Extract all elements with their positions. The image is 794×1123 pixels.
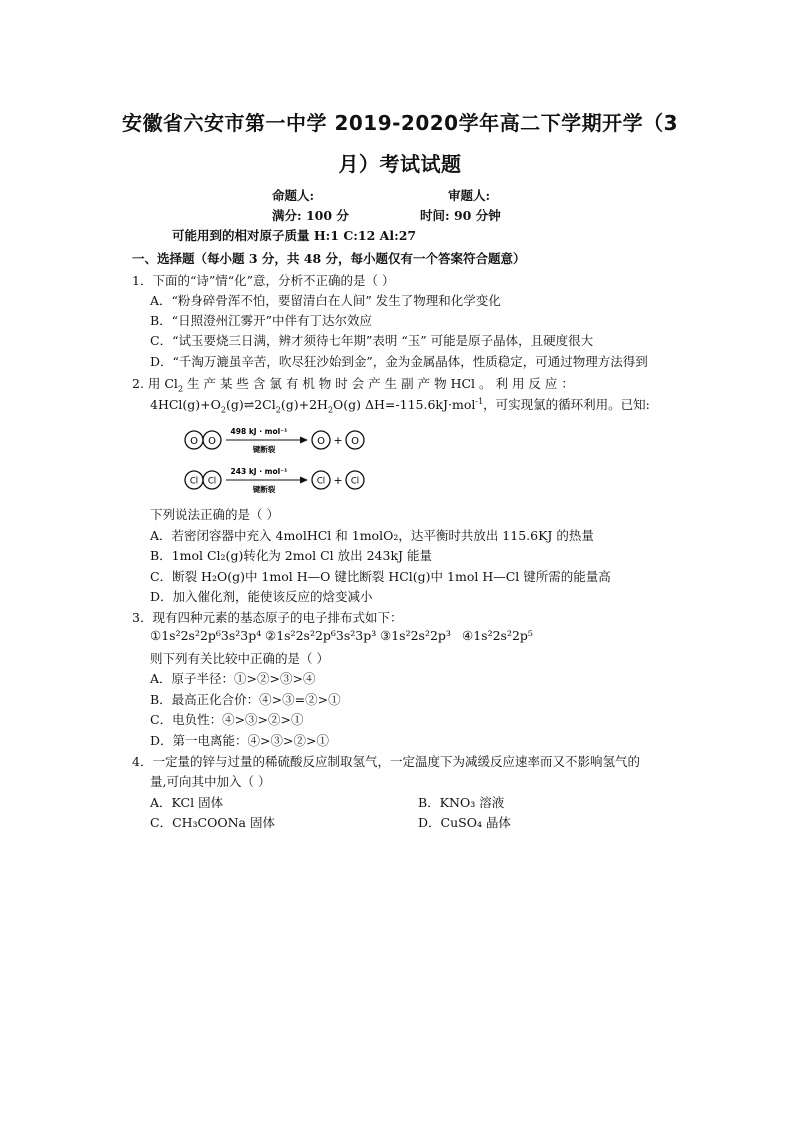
q2-option-a: A．若密闭容器中充入 4molHCl 和 1molO₂，达平衡时共放出 115.6KJ 的热量 (150, 528, 594, 543)
q2-eq-part5: ，可实现氯的循环利用。已知: (483, 397, 650, 412)
q1-option-b: B．“日照澄州江雾开”中伴有丁达尔效应 (150, 313, 372, 328)
q2-option-b: B．1mol Cl₂(g)转化为 2mol Cl 放出 243kJ 能量 (150, 548, 433, 563)
q4-option-d: D．CuSO₄ 晶体 (418, 815, 511, 830)
q2-eq-sub3: 2 (327, 405, 334, 415)
atom-label: O (190, 436, 198, 447)
atom-label: O (317, 436, 325, 447)
q3-config-3: ③1s²2s²2p³ (380, 628, 451, 643)
title-line-1: 安徽省六安市第一中学 2019-2020学年高二下学期开学（3 (121, 111, 678, 135)
q4-option-b: B．KNO₃ 溶液 (418, 795, 505, 810)
q2-eq-part3: (g)+2H (280, 397, 328, 412)
full-score: 满分: 100 分 (272, 208, 349, 223)
q2-stem-prefix: 2. 用 Cl (132, 376, 178, 391)
atom-label: Cl (350, 476, 360, 487)
q4-option-c: C．CH₃COONa 固体 (150, 815, 275, 830)
q3-config-4: ④1s²2s²2p⁵ (462, 628, 533, 643)
atom-label: Cl (189, 476, 199, 487)
q2-eq-part2: (g)⇌2Cl (226, 397, 276, 412)
q2-equation (150, 395, 650, 415)
q3-config-1: ①1s²2s²2p⁶3s²3p⁴ (150, 628, 262, 643)
q2-lead: 下列说法正确的是（ ） (150, 507, 279, 522)
title-line-2: 月）考试试题 (338, 152, 462, 176)
q3-option-b: B．最高正化合价：④>③=②>① (150, 692, 341, 707)
bond-diagram-oxygen (182, 424, 382, 456)
q2-eq-sup: -1 (475, 396, 484, 406)
q4-option-a: A．KCl 固体 (150, 795, 224, 810)
q1-option-d: D．“千淘万漉虽辛苦，吹尽狂沙始到金”，金为金属晶体，性质稳定，可通过物理方法得到 (150, 354, 648, 369)
atom-label: O (208, 436, 216, 447)
q3-option-c: C．电负性：④>③>②>① (150, 712, 304, 727)
q2-eq-sub1: 2 (220, 405, 226, 415)
q1-stem: 1．下面的“诗”情“化”意，分析不正确的是（ ） (132, 273, 395, 288)
section-heading: 一、选择题（每小题 3 分，共 48 分，每小题仅有一个答案符合题意） (132, 251, 526, 266)
q3-config-2: ②1s²2s²2p⁶3s²3p³ (265, 628, 377, 643)
bond-break-note: 键断裂 (252, 445, 276, 454)
q2-eq-part4: O(g) ΔH=-115.6kJ·mol (333, 397, 476, 412)
q4-stem-line-1: 4．一定量的锌与过量的稀硫酸反应制取氢气，一定温度下为减缓反应速率而又不影响氢气的 (132, 754, 640, 769)
plus-sign: + (333, 474, 343, 487)
q1-option-a: A．“粉身碎骨浑不怕，要留清白在人间” 发生了物理和化学变化 (150, 293, 501, 308)
q3-option-a: A．原子半径：①>②>③>④ (150, 671, 316, 686)
q2-eq-part1: 4HCl(g)+O (150, 397, 221, 412)
reviewer-label: 审题人: (448, 188, 491, 203)
atom-label: Cl (207, 476, 217, 487)
q2-stem (132, 374, 574, 394)
atomic-masses: 可能用到的相对原子质量 H:1 C:12 Al:27 (172, 228, 417, 243)
q2-option-d: D．加入催化剂，能使该反应的焓变减小 (150, 589, 373, 604)
arrow-head-icon (300, 477, 308, 484)
q2-stem-sub: 2 (177, 384, 184, 394)
q1-option-c: C．“试玉要烧三日满，辨才须待七年期”表明 “玉” 可能是原子晶体，且硬度很大 (150, 333, 594, 348)
atom-label: Cl (316, 476, 326, 487)
author-label: 命题人: (272, 188, 315, 203)
q3-option-d: D．第一电离能：④>③>②>① (150, 733, 329, 748)
q3-stem: 3．现有四种元素的基态原子的电子排布式如下： (132, 610, 403, 625)
q2-eq-sub2: 2 (275, 405, 281, 415)
exam-time: 时间: 90 分钟 (420, 208, 501, 223)
bond-diagram-chlorine (182, 464, 382, 496)
atom-label: O (351, 436, 359, 447)
q2-option-c: C．断裂 H₂O(g)中 1mol H—O 键比断裂 HCl(g)中 1mol H—Cl 键所需的能量高 (150, 569, 611, 584)
bond-break-note: 键断裂 (252, 485, 276, 494)
bond-energy-label: 243 kJ · mol⁻¹ (230, 467, 288, 476)
q3-lead: 则下列有关比较中正确的是（ ） (150, 651, 329, 666)
arrow-head-icon (300, 437, 308, 444)
q2-stem-rest: 生 产 某 些 含 氯 有 机 物 时 会 产 生 副 产 物 HCl 。 利 用 反 应 ： (183, 376, 574, 391)
q4-stem-line-2: 量,可向其中加入（ ） (150, 774, 271, 789)
bond-energy-label: 498 kJ · mol⁻¹ (230, 427, 288, 436)
plus-sign: + (333, 434, 343, 447)
